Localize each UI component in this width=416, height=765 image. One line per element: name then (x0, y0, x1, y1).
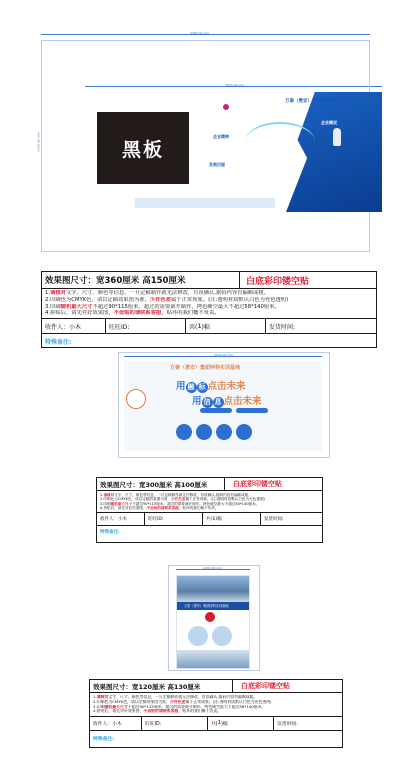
note-line: 1.请核对文字、尺寸、颜色等信息，一旦定稿制作就无法修改，有误确认,据码内容有偏颇或粗。 (45, 290, 269, 297)
wall-title: 万泰（勇安）集团呼科实训基地 (170, 365, 241, 371)
note-line: 4.拼贴后，请先对好效果图，不齿贴的请联系客服，贴坏的我们概不负责。 (100, 505, 219, 510)
meta-row (97, 513, 322, 526)
note-line: 1.请核对文字、尺寸、颜色等信息，一旦定稿制作就无法修改，有误确认,据码内容有偏颇或粗。 (93, 694, 258, 699)
size-row (90, 680, 342, 693)
note-line: 2.印刷色为CMYK色，请以定稿效果图为准，少许色差属于正常现象。(注:透明材质默认白色为充色透明) (93, 699, 272, 704)
circle-icon (212, 626, 232, 646)
size-text: 效果图尺寸：宽360厘米 高150厘米 (42, 272, 240, 288)
outer-width-dimension: 4380.00 mm (190, 31, 210, 35)
service-button (200, 408, 232, 413)
blackboard (97, 112, 189, 184)
dot-fusion (176, 424, 192, 440)
climber-figure (333, 128, 341, 146)
quantity-cell: 共( 1 )幅 (203, 513, 261, 525)
special-row (90, 731, 342, 745)
height-dimension: 1500.00 mm (36, 132, 41, 152)
special-row (97, 526, 322, 538)
paste-type: 白底彩印镂空贴 (246, 276, 310, 287)
order-card-1 (41, 271, 377, 348)
width-dimension: 3000.00 mm (214, 353, 234, 357)
wall-title: 万泰（勇安）集团呼科实训基地 (184, 604, 229, 608)
special-notes-label: 特殊备注: (100, 530, 120, 535)
receiver-cell: 收件人： 小木 (97, 513, 145, 525)
size-text: 效果图尺寸：宽300厘米 高100厘米 (97, 478, 225, 490)
notes-block (90, 693, 342, 717)
notes-block (97, 491, 322, 513)
notes-block (42, 289, 376, 319)
meta-row (90, 717, 342, 731)
timeline-bar (135, 198, 275, 208)
note-line: 3.印刷随机最大尺寸不超过90*115厘米，超过的需要裁开制作。拷色硬空最大不超过58*140厘米。 (45, 303, 280, 310)
dot-innovation (196, 424, 212, 440)
logo-icon (205, 612, 215, 622)
width-dimension: 1200.00 mm (203, 566, 223, 570)
ship-time-cell: 发货时间: (277, 722, 298, 727)
heading-overview: 企业概况 (321, 120, 337, 125)
wangwang-cell: 旺旺ID: (142, 717, 208, 730)
meta-row (42, 319, 376, 334)
order-card-3 (89, 679, 343, 748)
wall-graphic (85, 92, 382, 212)
quantity-cell: 共( 1 )幅 (208, 717, 274, 730)
paste-type: 白底彩印镂空贴 (233, 480, 282, 488)
quantity-cell: 共( 1 )幅 (186, 319, 266, 333)
dot-share (216, 424, 232, 440)
building-photo (177, 576, 249, 602)
special-notes-label: 特殊备注: (45, 338, 72, 346)
size-row (97, 478, 322, 491)
special-row (42, 334, 376, 348)
marker-icon (223, 104, 229, 110)
wangwang-cell: 旺旺ID: (106, 319, 186, 333)
note-line: 1.请核对文字、尺寸、颜色等信息，一旦定稿制作就无法修改，有误确认,据码内容有偏颇或粗。 (100, 492, 252, 497)
note-line: 2.印刷色为CMYK色，请以定稿效果图为准，少许色差属于正常现象。(注:透明材质默认白色为充色透明) (45, 296, 289, 303)
note-line: 4.拼贴后，请先对好效果图，不齿贴的请联系客服，贴坏的我们概不负责。 (45, 310, 220, 317)
logo-badge (126, 389, 146, 409)
ship-time-cell: 发货时间: (269, 323, 296, 331)
slogan-line-1: 用 融 标 点击未来 (176, 381, 246, 392)
note-line: 3.印刷随机最大尺寸不超过90*115厘米，超过的需要裁开制作。拷色硬空最大不超过58*140厘米。 (100, 501, 260, 506)
note-line: 4.拼贴后，请先对好效果图，不齿贴的请联系客服，贴坏的我们概不负责。 (93, 709, 222, 714)
special-notes-label: 特殊备注: (93, 736, 115, 742)
inner-width-dimension: 3600.00 mm (225, 83, 245, 87)
size-row (42, 272, 376, 289)
note-line: 3.印刷随机最大尺寸不超过90*115厘米，超过的需要裁开制作。拷色硬空最大不超过58*140厘米。 (93, 704, 266, 709)
core-button (236, 408, 268, 413)
building-photo-bottom (177, 650, 249, 668)
order-card-2 (96, 477, 323, 543)
circle-icon (188, 626, 208, 646)
receiver-cell: 收件人： 小木 (90, 717, 142, 730)
curve-arrow (245, 122, 315, 162)
paste-type: 白底彩印镂空贴 (241, 682, 290, 690)
note-line: 2.印刷色为CMYK色，请以定稿效果图为准，少许色差属于正常现象。(注:透明材质默认白色为充色透明) (100, 497, 265, 502)
size-text: 效果图尺寸：宽120厘米 高130厘米 (90, 680, 233, 692)
heading-history: 发展历程 (209, 162, 225, 167)
wall-title: 万泰（勇安）集团呼科实训基地 (285, 99, 348, 104)
wangwang-cell: 旺旺ID: (145, 513, 203, 525)
heading-spirit: 企业精神 (213, 134, 229, 139)
receiver-cell: 收件人： 小木 (42, 319, 106, 333)
dot-win (236, 424, 252, 440)
ship-time-cell: 发货时间: (264, 517, 284, 522)
slogan-line-2: 用 信 息 点击未来 (192, 396, 262, 407)
blackboard-label: 黑板 (121, 138, 164, 161)
